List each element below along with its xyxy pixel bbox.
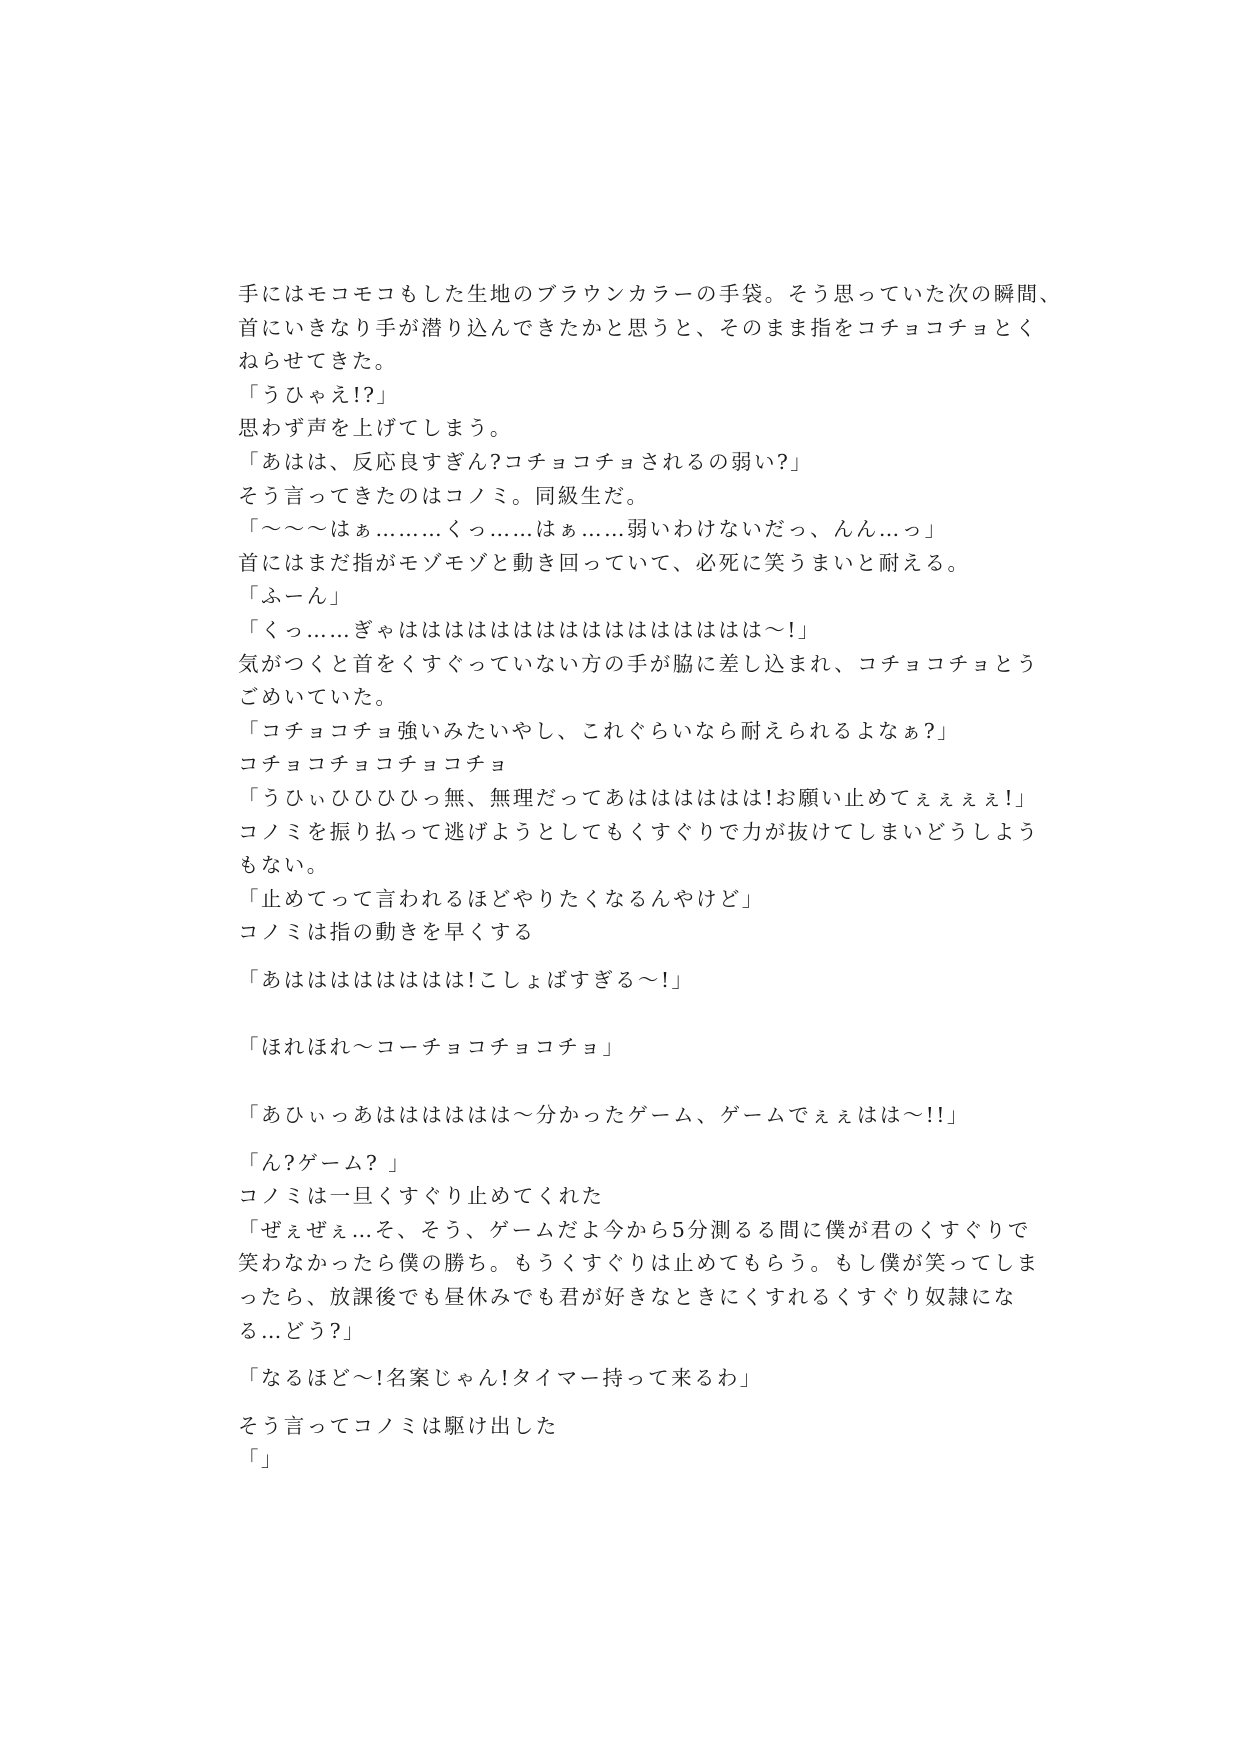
text-line: コノミは一旦くすぐり止めてくれた xyxy=(238,1184,605,1209)
text-line: 気がつくと首をくすぐっていない方の手が脇に差し込まれ、コチョコチョとう xyxy=(238,651,1040,676)
dialogue-line: 「ふーん」 xyxy=(238,584,353,609)
dialogue-line: 「〜〜〜はぁ………くっ……はぁ……弱いわけないだっ、んん…っ」 xyxy=(238,517,948,542)
text-line: ごめいていた。 xyxy=(238,685,399,710)
dialogue-line: 「」 xyxy=(238,1447,284,1472)
text-line: 手にはモコモコもした生地のブラウンカラーの手袋。そう思っていた次の瞬間、 xyxy=(238,282,1063,306)
text-line: ねらせてきた。 xyxy=(238,349,398,374)
text-line: 思わず声を上げてしまう。 xyxy=(238,416,513,441)
dialogue-line: 「あはは、反応良すぎん?コチョコチョされるの弱い?」 xyxy=(238,449,814,474)
dialogue-line: 「あはははははははは!こしょばすぎる〜!」 xyxy=(238,967,695,992)
dialogue-line: 「ぜぇぜぇ…そ、そう、ゲームだよ今から5分測るる間に僕が君のくすぐりで xyxy=(238,1217,1031,1242)
dialogue-line: 「あひぃっあはははははは〜分かったゲーム、ゲームでぇぇはは〜!!」 xyxy=(238,1103,970,1128)
text-line: そう言ってコノミは駆け出した xyxy=(238,1413,559,1438)
dialogue-line: 「なるほど〜!名案じゃん!タイマー持って来るわ」 xyxy=(238,1366,763,1391)
dialogue-line: 「くっ……ぎゃはははははははははははははははは〜!」 xyxy=(238,617,821,642)
dialogue-line: 「ほれほれ〜コーチョコチョコチョ」 xyxy=(238,1035,626,1060)
text-line: ったら、放課後でも昼休みでも君が好きなときにくすれるくすぐり奴隷にな xyxy=(238,1285,1017,1310)
text-line: 首にいきなり手が潜り込んできたかと思うと、そのまま指をコチョコチョとく xyxy=(238,315,1039,340)
dialogue-line: 「うひぃひひひひっ無、無理だってあはははははは!お願い止めてぇぇぇぇ!」 xyxy=(238,785,1038,810)
text-line: もない。 xyxy=(238,853,330,878)
dialogue-line: 「ん?ゲーム? 」 xyxy=(238,1150,412,1175)
text-line: コノミは指の動きを早くする xyxy=(238,920,536,945)
story-text xyxy=(238,278,1063,1477)
dialogue-line: 「コチョコチョ強いみたいやし、これぐらいなら耐えられるよなぁ?」 xyxy=(238,718,961,743)
text-line: コノミを振り払って逃げようとしてもくすぐりで力が抜けてしまいどうしよう xyxy=(238,819,1040,844)
dialogue-line: 「止めてって言われるほどやりたくなるんやけど」 xyxy=(238,886,765,911)
text-line: る…どう?」 xyxy=(238,1318,366,1343)
text-line: そう言ってきたのはコノミ。同級生だ。 xyxy=(238,483,650,508)
text-line: 首にはまだ指がモゾモゾと動き回っていて、必死に笑うまいと耐える。 xyxy=(238,550,971,575)
dialogue-line: 「うひゃえ!?」 xyxy=(238,382,400,407)
text-line: 笑わなかったら僕の勝ち。もうくすぐりは止めてもらう。もし僕が笑ってしま xyxy=(238,1251,1040,1276)
text-line: コチョコチョコチョコチョ xyxy=(238,752,511,777)
